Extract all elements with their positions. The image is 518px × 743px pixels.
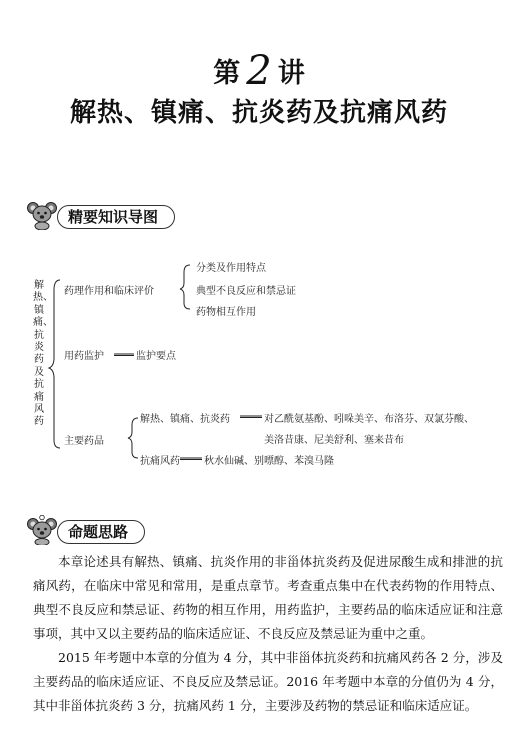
chapter-title: 解热、镇痛、抗炎药及抗痛风药 (69, 98, 448, 128)
branch-antigout-label: 抗痛风药 (140, 456, 180, 467)
branch-pharmacology-child-3: 药物相互作用 (196, 307, 256, 318)
branch-monitoring: 用药监护 (64, 351, 104, 362)
paragraph-overview: 本章论述具有解热、镇痛、抗炎作用的非甾体抗炎药及促进尿酸生成和排泄的抗痛风药，在临床中常见和常用，是重点章节。考查重点集中在代表药物的作用特点、典型不良反应和禁忌证、药物的相互作用，用药监护，主要药品的临床适应证和注意事项，其中又以主要药品的临床适应证、不良反应及禁忌证为重中之重。 (33, 554, 503, 641)
mindmap-root-label: 解热、镇痛、抗炎药及抗痛风药 (33, 280, 53, 428)
branch-monitoring-child: 监护要点 (136, 351, 176, 362)
branch-pharmacology: 药理作用和临床评价 (64, 286, 154, 297)
branch-pharmacology-child-1: 分类及作用特点 (196, 263, 266, 274)
lecture-number: 2 (246, 48, 272, 94)
koala-lightbulb-icon (27, 515, 57, 545)
mindmap-heading: 精要知识导图 (57, 205, 175, 229)
paragraph-exam-scores: 2015 年考题中本章的分值为 4 分，其中非甾体抗炎药和抗痛风药各 2 分，涉及主要药品的临床适应证、不良反应及禁忌证。2016 年考题中本章的分值仍为 4 分，其中非甾体抗炎药 3 分，抗痛风药 1 分，主要涉及药物的禁忌证和临床适应证。 (33, 650, 503, 713)
exam-heading: 命题思路 (57, 520, 145, 544)
branch-nsaid-label: 解热、镇痛、抗炎药 (140, 414, 230, 425)
branch-pharmacology-child-2: 典型不良反应和禁忌证 (196, 286, 296, 297)
lecture-suffix: 讲 (277, 58, 305, 89)
exam-section-header (27, 515, 227, 549)
branch-nsaid-drugs-line2: 美洛昔康、尼美舒利、塞来昔布 (264, 435, 404, 446)
branch-antigout-drugs: 秋水仙碱、别嘌醇、苯溴马隆 (204, 456, 334, 467)
body-text (33, 550, 503, 718)
branch-nsaid-drugs-line1: 对乙酰氨基酚、吲哚美辛、布洛芬、双氯芬酸、 (264, 414, 474, 425)
lecture-prefix: 第 (213, 58, 241, 89)
branch-main-drugs: 主要药品 (64, 436, 104, 447)
